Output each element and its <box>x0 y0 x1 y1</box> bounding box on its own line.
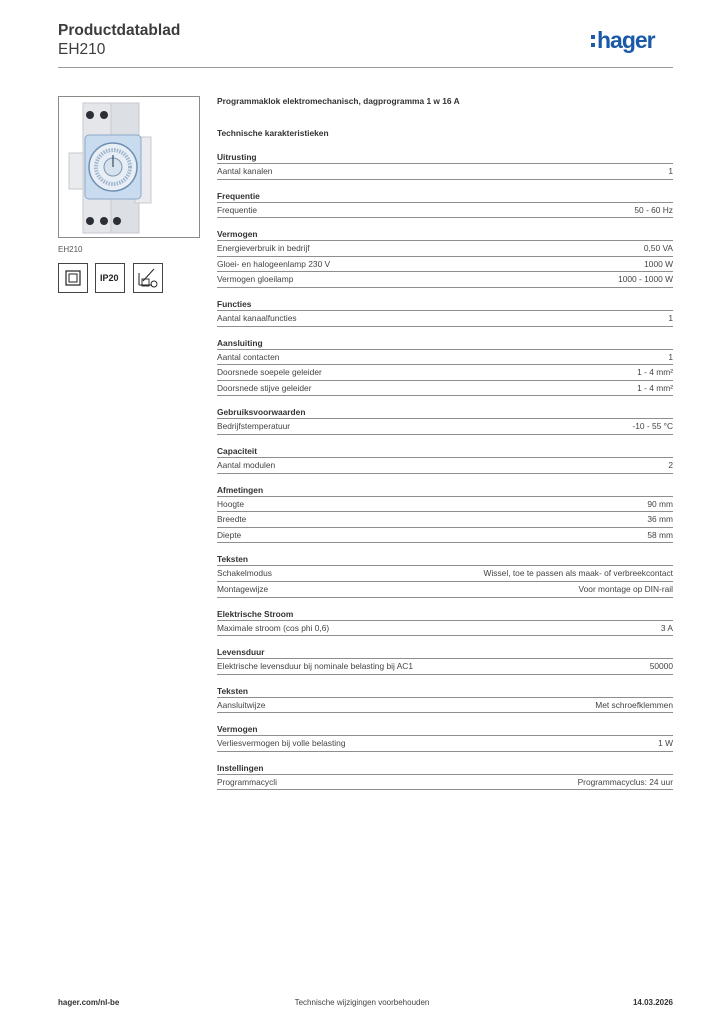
spec-label: Schakelmodus <box>217 568 272 579</box>
image-caption: EH210 <box>58 245 83 254</box>
spec-value: 58 mm <box>647 529 673 540</box>
spec-value: Met schroefklemmen <box>595 699 673 710</box>
spec-label: Aansluitwijze <box>217 699 266 710</box>
spec-value: 3 A <box>660 622 673 633</box>
spec-row <box>217 735 673 752</box>
ip-rating-label: IP20 <box>100 273 119 283</box>
spec-value: 1 <box>668 166 673 176</box>
spec-row <box>217 349 673 365</box>
spec-sections <box>217 151 673 790</box>
spec-value: Wissel, toe te passen als maak- of verbreekcontact <box>483 568 673 579</box>
spec-label: Energieverbruik in bedrijf <box>217 243 310 254</box>
spec-value: 1 - 4 mm² <box>637 367 673 378</box>
spec-label: Programmacycli <box>217 776 278 787</box>
footer-disclaimer: Technische wijzigingen voorbehouden <box>294 998 430 1007</box>
spec-label: Doorsnede soepele geleider <box>217 367 322 378</box>
spec-label: Montagewijze <box>217 583 269 594</box>
spec-value: 1 <box>668 351 673 362</box>
spec-section <box>217 484 673 544</box>
spec-label: Aantal contacten <box>217 351 280 362</box>
spec-section <box>217 151 673 180</box>
spec-section <box>217 445 673 474</box>
spec-value: 36 mm <box>647 514 673 525</box>
section-title: Vermogen <box>217 229 258 240</box>
spec-row <box>217 774 673 791</box>
spec-label: Breedte <box>217 514 247 525</box>
product-image <box>58 96 200 238</box>
spec-section <box>217 553 673 597</box>
spec-section <box>217 762 673 791</box>
spec-section <box>217 646 673 675</box>
spec-row <box>217 565 673 581</box>
spec-label: Verliesvermogen bij volle belasting <box>217 738 346 749</box>
spec-label: Aantal modulen <box>217 459 276 470</box>
section-title: Capaciteit <box>217 445 258 456</box>
spec-row <box>217 697 673 714</box>
spec-row <box>217 620 673 637</box>
footer-website: hager.com/nl-be <box>58 998 120 1007</box>
logo-text: hager <box>597 27 655 53</box>
technical-heading: Technische karakteristieken <box>217 128 329 138</box>
spec-row <box>217 511 673 527</box>
section-title: Levensduur <box>217 647 265 658</box>
section-title: Aansluiting <box>217 337 263 348</box>
spec-column <box>217 93 673 790</box>
spec-label: Gloei- en halogeenlamp 230 V <box>217 258 331 269</box>
spec-row <box>217 202 673 219</box>
section-title: Gebruiksvoorwaarden <box>217 407 306 418</box>
spec-label: Aantal kanaalfuncties <box>217 312 297 323</box>
product-code: EH210 <box>58 41 106 58</box>
spec-row <box>217 310 673 327</box>
spec-label: Vermogen gloeilamp <box>217 274 294 285</box>
spec-row <box>217 457 673 474</box>
section-title: Afmetingen <box>217 484 264 495</box>
spec-row <box>217 256 673 272</box>
spec-row <box>217 380 673 397</box>
spec-value: 1000 - 1000 W <box>618 274 673 285</box>
spec-value: -10 - 55 °C <box>632 421 673 432</box>
spec-row <box>217 271 673 288</box>
spec-label: Hoogte <box>217 498 245 509</box>
header-divider <box>58 67 673 68</box>
section-title: Uitrusting <box>217 152 257 162</box>
spec-row <box>217 240 673 256</box>
spec-value: 50 - 60 Hz <box>634 204 673 215</box>
section-title: Vermogen <box>217 724 258 735</box>
spec-value: 2 <box>668 459 673 470</box>
spec-section <box>217 228 673 288</box>
spec-section <box>217 337 673 397</box>
spec-section <box>217 406 673 435</box>
spec-row <box>217 418 673 435</box>
spec-value: 50000 <box>649 661 673 672</box>
spec-value: 1 - 4 mm² <box>637 382 673 393</box>
spec-section <box>217 608 673 637</box>
section-title: Teksten <box>217 685 249 696</box>
document-title: Productdatablad <box>58 22 181 39</box>
spec-value: 1000 W <box>644 258 673 269</box>
spec-value: 1 <box>668 312 673 323</box>
spec-section <box>217 190 673 219</box>
spec-label: Diepte <box>217 529 242 540</box>
spec-row <box>217 496 673 512</box>
spec-row <box>217 163 673 180</box>
spec-section <box>217 685 673 714</box>
spec-row <box>217 658 673 675</box>
spec-section <box>217 298 673 327</box>
spec-value: Programmacyclus: 24 uur <box>577 776 673 787</box>
section-title: Elektrische Stroom <box>217 608 294 619</box>
spec-value: 1 W <box>658 738 673 749</box>
spec-label: Elektrische levensduur bij nominale belasting bij AC1 <box>217 661 413 672</box>
spec-label: Bedrijfstemperatuur <box>217 421 291 432</box>
spec-value: Voor montage op DIN-rail <box>578 583 673 594</box>
spec-label: Doorsnede stijve geleider <box>217 382 312 393</box>
ip20-icon <box>95 263 125 293</box>
spec-label: Maximale stroom (cos phi 0,6) <box>217 622 330 633</box>
spec-label: Aantal kanalen <box>217 166 273 176</box>
din-rail-mount-icon <box>133 263 163 293</box>
hager-logo <box>591 26 673 56</box>
spec-row <box>217 527 673 544</box>
spec-value: 0,50 VA <box>643 243 673 254</box>
section-title: Frequentie <box>217 190 260 201</box>
section-title: Teksten <box>217 554 249 565</box>
spec-value: 90 mm <box>647 498 673 509</box>
spec-row <box>217 364 673 380</box>
double-insulation-icon <box>58 263 88 293</box>
footer-date: 14.03.2026 <box>632 998 673 1007</box>
spec-row <box>217 581 673 598</box>
product-description: Programmaklok elektromechanisch, dagprogramma 1 w 16 A <box>217 96 460 106</box>
section-title: Instellingen <box>217 762 264 773</box>
spec-section <box>217 723 673 752</box>
section-title: Functies <box>217 298 252 309</box>
spec-label: Frequentie <box>217 204 258 215</box>
